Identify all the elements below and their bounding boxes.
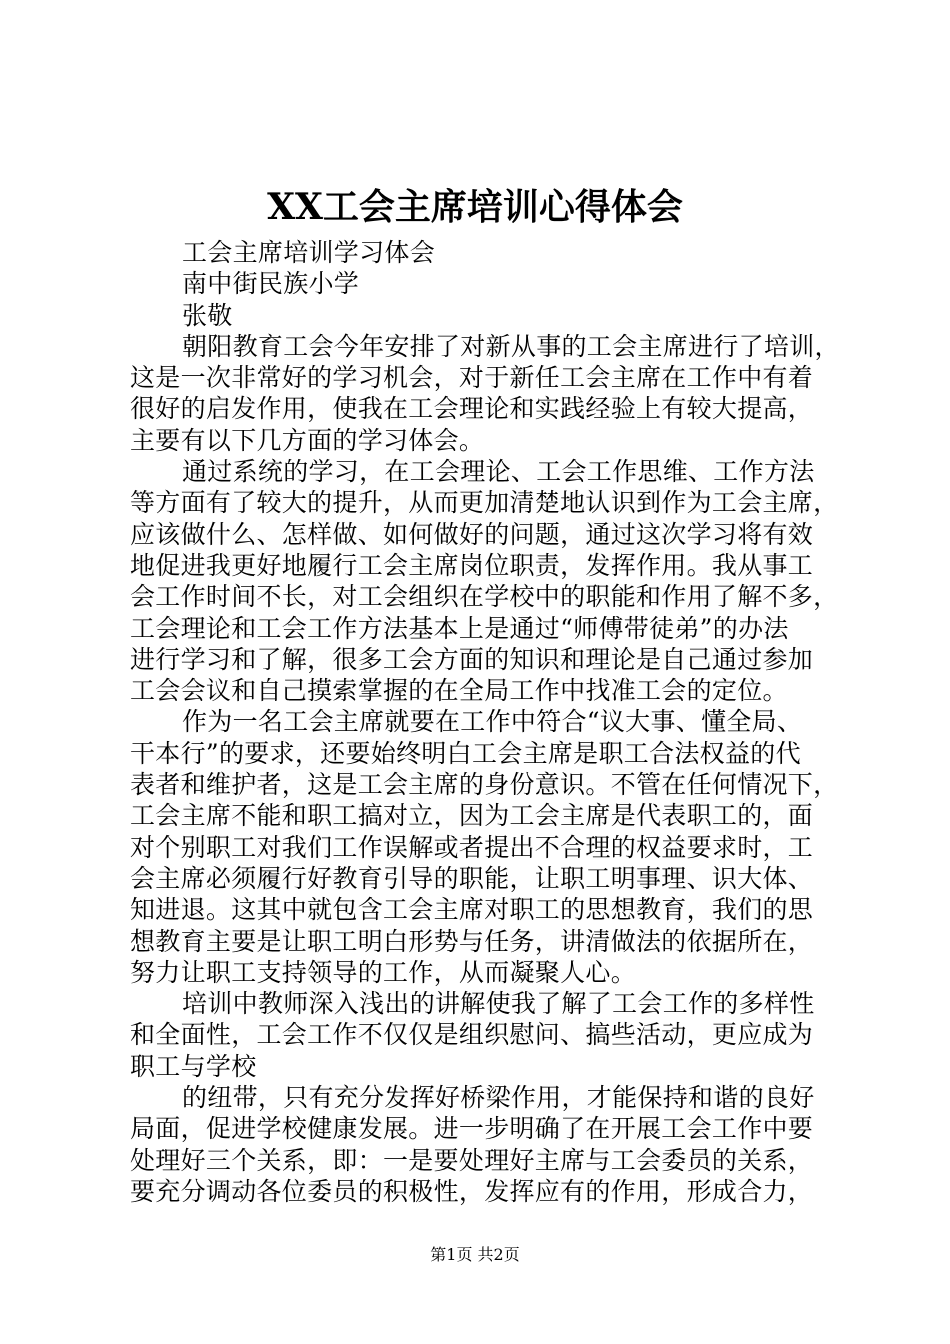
text-line: 工会会议和自己摸索掌握的在全局工作中找准工会的定位。 bbox=[130, 676, 788, 706]
text-line: 会主席必须履行好教育引导的职能，让职工明事理、识大体、 bbox=[130, 863, 814, 893]
text-line: 进行学习和了解，很多工会方面的知识和理论是自己通过参加 bbox=[130, 644, 814, 674]
text-line: 想教育主要是让职工明白形势与任务，讲清做法的依据所在， bbox=[130, 926, 814, 956]
text-line: 对个别职工对我们工作误解或者提出不合理的权益要求时，工 bbox=[130, 832, 814, 862]
text-line: 的纽带，只有充分发挥好桥梁作用，才能保持和谐的良好 bbox=[182, 1083, 815, 1113]
text-line: 工会主席培训学习体会 bbox=[182, 238, 436, 267]
text-line: 地促进我更好地履行工会主席岗位职责，发挥作用。我从事工 bbox=[130, 550, 814, 580]
text-line: 很好的启发作用，使我在工会理论和实践经验上有较大提高， bbox=[130, 394, 814, 424]
text-line: 作为一名工会主席就要在工作中符合“议大事、懂全局、 bbox=[182, 707, 803, 737]
document-body bbox=[130, 237, 840, 1207]
page-number-footer: 第1页 共2页 bbox=[430, 1245, 520, 1264]
text-line: 应该做什么、怎样做、如何做好的问题，通过这次学习将有效 bbox=[130, 519, 814, 549]
text-line: 工会理论和工会工作方法基本上是通过“师傅带徒弟”的办法 bbox=[130, 613, 789, 643]
text-line: 表者和维护者，这是工会主席的身份意识。不管在任何情况下， bbox=[130, 770, 839, 800]
text-line: 努力让职工支持领导的工作，从而凝聚人心。 bbox=[130, 957, 637, 987]
text-line: 南中街民族小学 bbox=[182, 269, 360, 299]
text-line: 和全面性，工会工作不仅仅是组织慰问、搞些活动，更应成为 bbox=[130, 1020, 814, 1050]
text-line: 要充分调动各位委员的积极性，发挥应有的作用，形成合力， bbox=[130, 1176, 814, 1206]
text-line: 工会主席不能和职工搞对立，因为工会主席是代表职工的，面 bbox=[130, 801, 814, 831]
text-line: 培训中教师深入浅出的讲解使我了解了工会工作的多样性 bbox=[182, 989, 815, 1019]
text-line: 等方面有了较大的提升，从而更加清楚地认识到作为工会主席， bbox=[130, 488, 839, 518]
text-line: 主要有以下几方面的学习体会。 bbox=[130, 425, 485, 455]
text-line: 局面，促进学校健康发展。进一步明确了在开展工会工作中要 bbox=[130, 1114, 814, 1144]
text-line: 朝阳教育工会今年安排了对新从事的工会主席进行了培训， bbox=[182, 331, 840, 361]
text-line: 会工作时间不长，对工会组织在学校中的职能和作用了解不多， bbox=[130, 582, 839, 612]
document-title: XX工会主席培训心得体会 bbox=[267, 186, 683, 228]
text-line: 张敬 bbox=[182, 300, 233, 330]
text-line: 通过系统的学习，在工会理论、工会工作思维、工作方法 bbox=[182, 457, 815, 487]
text-line: 处理好三个关系，即：一是要处理好主席与工会委员的关系， bbox=[130, 1145, 814, 1175]
text-line: 干本行”的要求，还要始终明白工会主席是职工合法权益的代 bbox=[130, 738, 801, 768]
text-line: 知进退。这其中就包含工会主席对职工的思想教育，我们的思 bbox=[130, 895, 814, 925]
text-line: 职工与学校 bbox=[130, 1051, 257, 1081]
text-line: 这是一次非常好的学习机会，对于新任工会主席在工作中有着 bbox=[130, 363, 814, 393]
